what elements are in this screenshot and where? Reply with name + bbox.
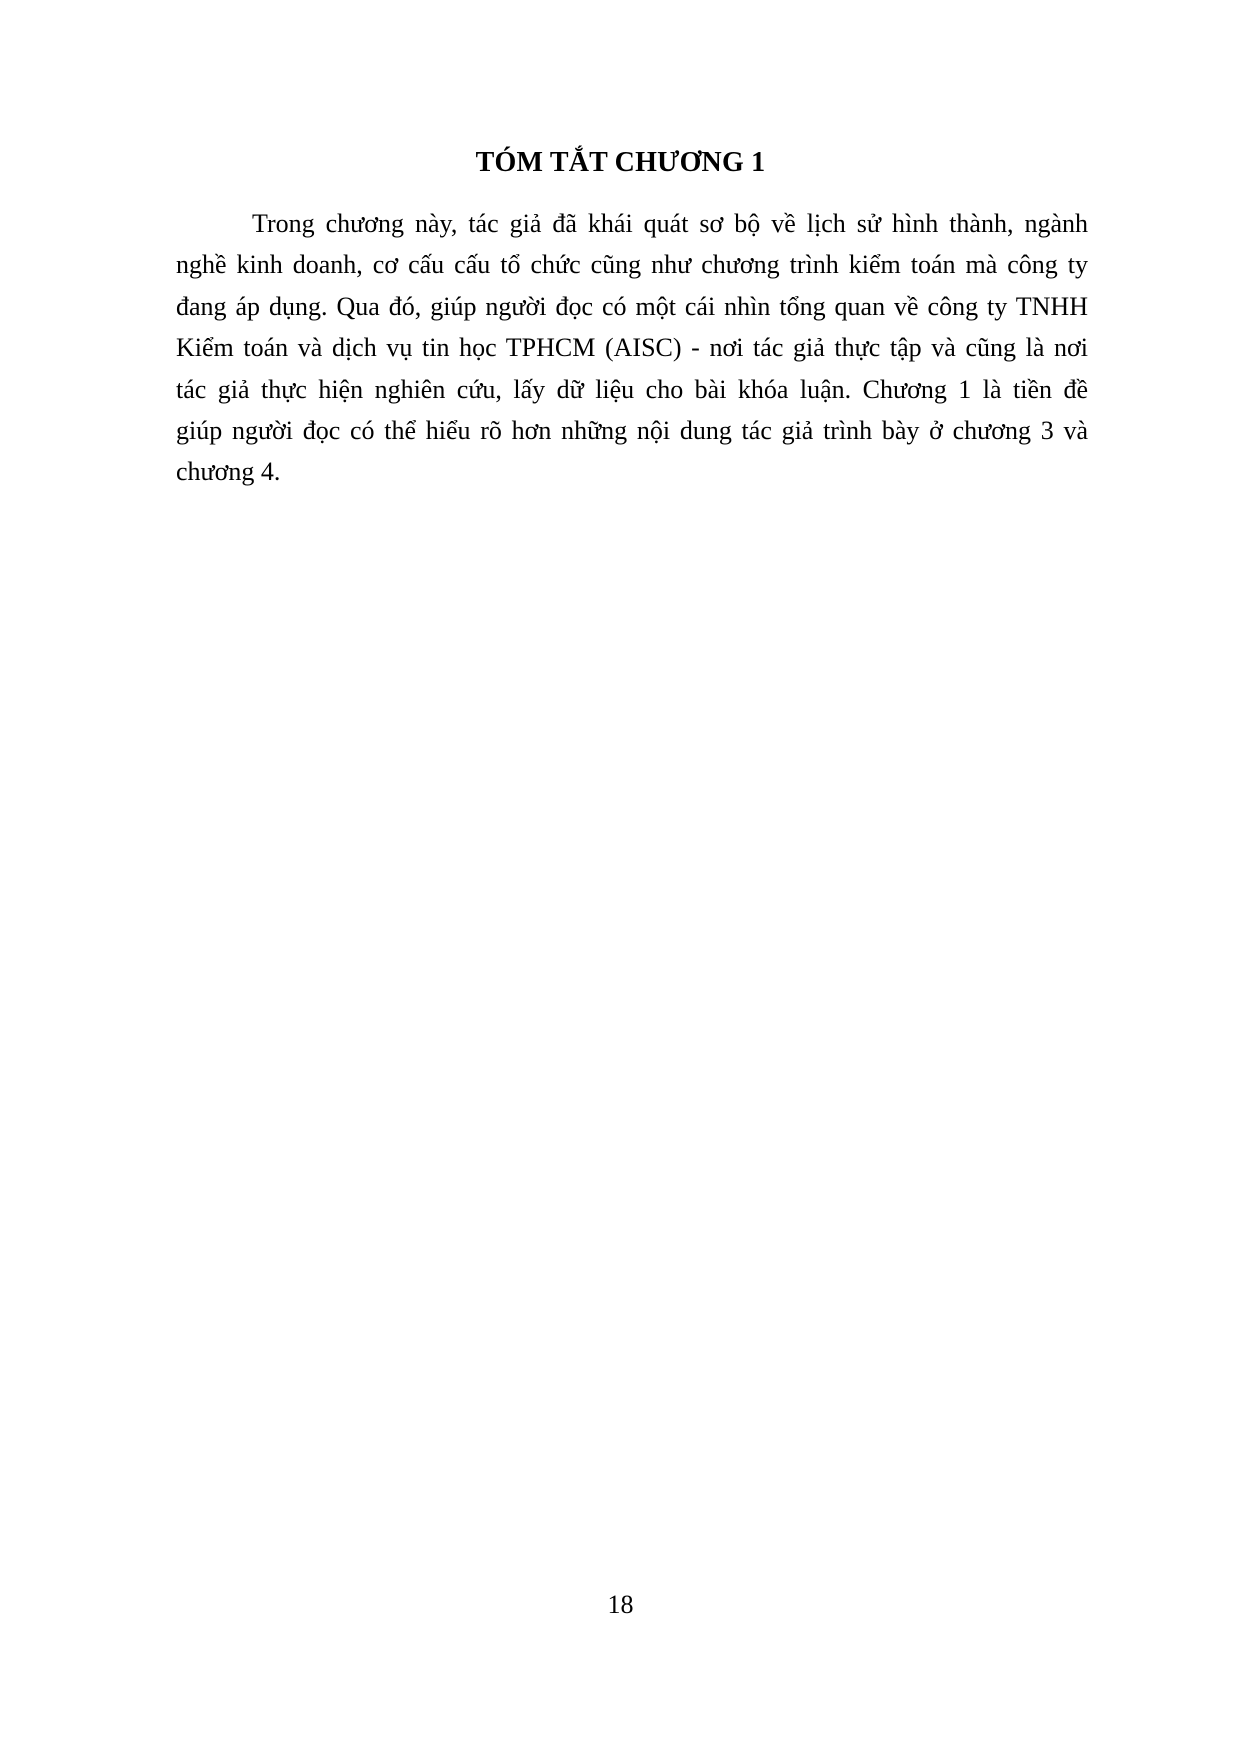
chapter-summary-title: TÓM TẮT CHƯƠNG 1 bbox=[475, 147, 766, 178]
summary-paragraph bbox=[176, 203, 1088, 493]
paragraph-line: giúp người đọc có thể hiểu rõ hơn những nội dung tác giả trình bày ở chương 3 và bbox=[176, 415, 1088, 445]
paragraph-line: đang áp dụng. Qua đó, giúp người đọc có một cái nhìn tổng quan về công ty TNHH bbox=[176, 291, 1088, 321]
paragraph-line: Kiểm toán và dịch vụ tin học TPHCM (AISC) - nơi tác giả thực tập và cũng là nơi bbox=[176, 333, 1088, 363]
paragraph-line: chương 4. bbox=[176, 457, 281, 487]
paragraph-line: nghề kinh doanh, cơ cấu cấu tổ chức cũng như chương trình kiểm toán mà công ty bbox=[176, 250, 1088, 280]
page-number: 18 bbox=[607, 1590, 634, 1619]
paragraph-line: Trong chương này, tác giả đã khái quát sơ bộ về lịch sử hình thành, ngành bbox=[252, 209, 1088, 238]
paragraph-line: tác giả thực hiện nghiên cứu, lấy dữ liệu cho bài khóa luận. Chương 1 là tiền đề bbox=[176, 374, 1088, 404]
